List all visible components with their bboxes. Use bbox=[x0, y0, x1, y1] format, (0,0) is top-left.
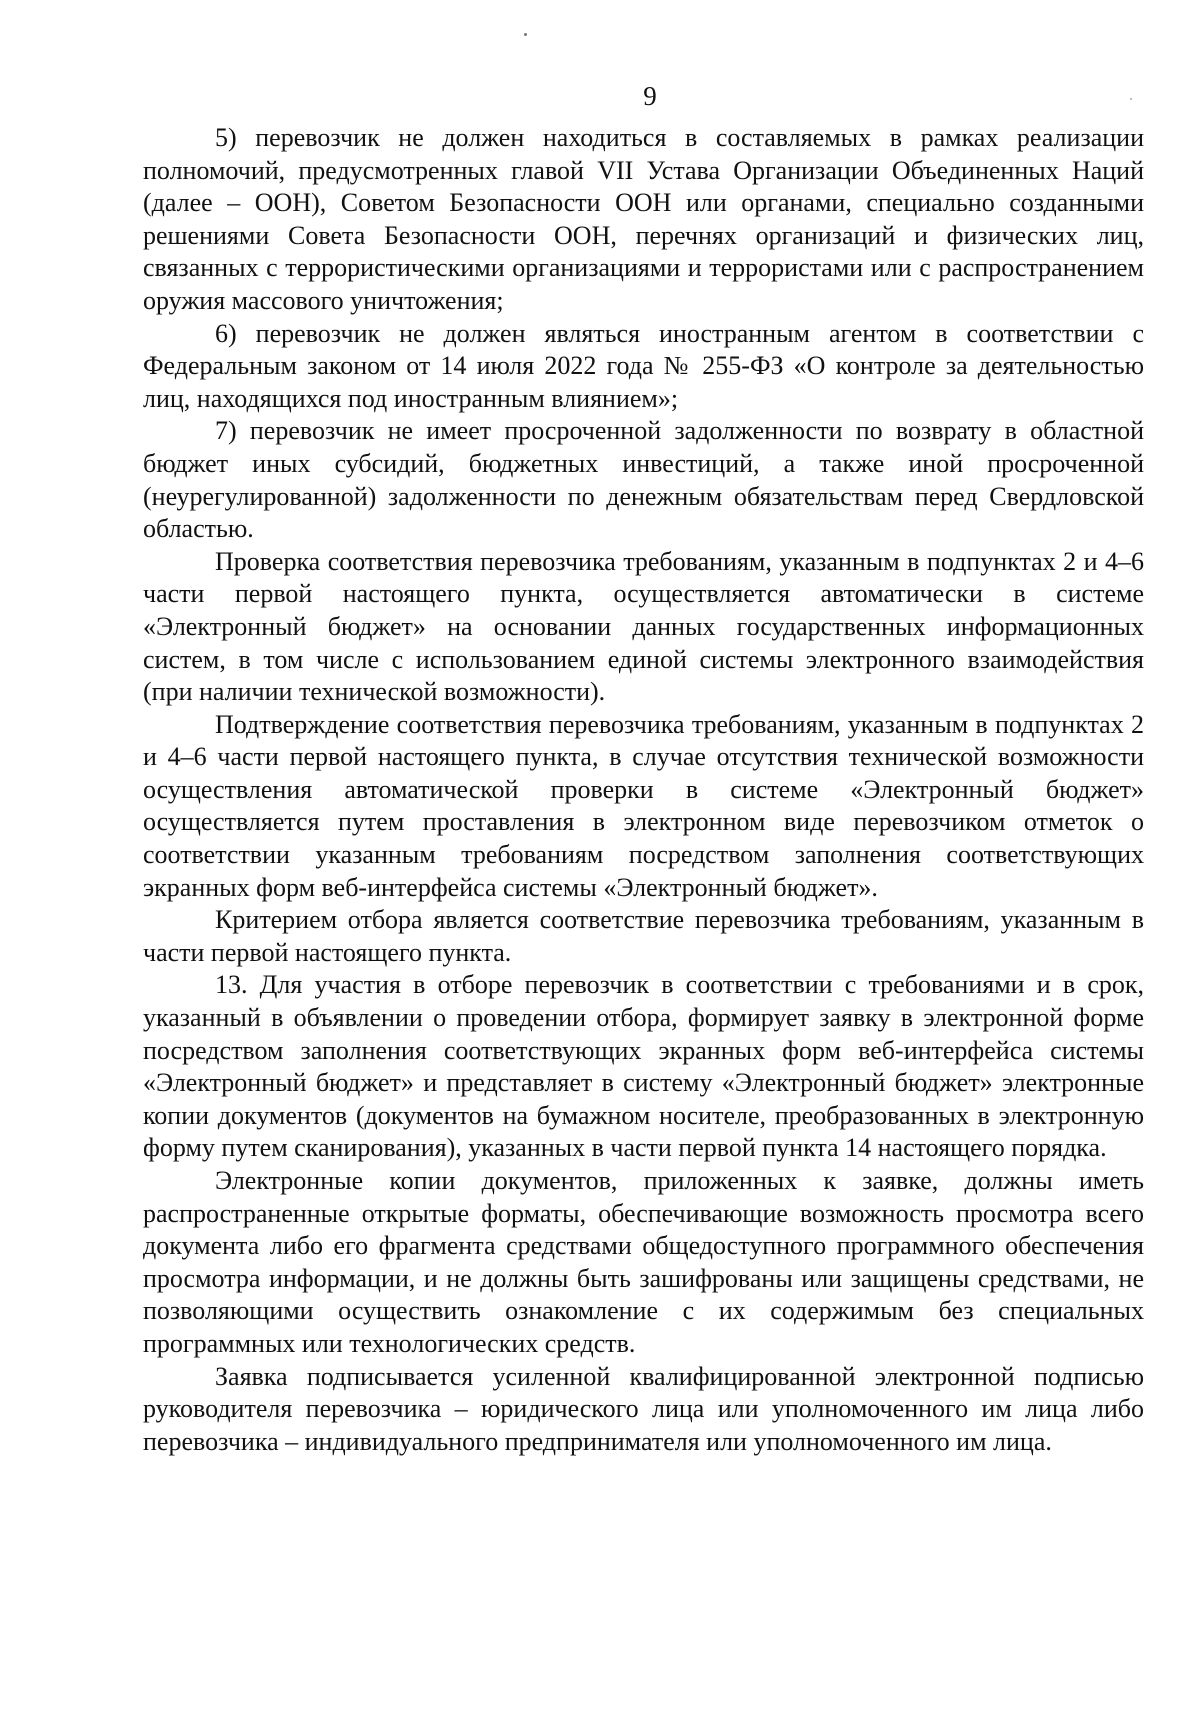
paragraph-electronic-copies: Электронные копии документов, приложенных к заявке, должны иметь распространенные открытые форматы, обеспечивающие возможность просмотра всего документа либо его фрагмента средствами общедоступного программного обеспечения просмотра информации, и не должны быть зашифрованы или защищены средствами, не позволяющими осуществить ознакомление с их содержимым без специальных программных или технологических средств. bbox=[143, 1166, 1144, 1358]
paragraph-selection-criterion: Критерием отбора является соответствие перевозчика требованиям, указанным в части первой настоящего пункта. bbox=[143, 905, 1144, 967]
paragraph-subpoint-5: 5) перевозчик не должен находиться в составляемых в рамках реализации полномочий, предусмотренных главой VII Устава Организации Объединенных Наций (далее – ООН), Советом Безопасности ООН или органами, специально созданными решениями Совета Безопасности ООН, перечнях организаций и физических лиц, связанных с террористическими организациями и террористами или с распространением оружия массового уничтожения; bbox=[143, 123, 1144, 315]
paragraph-subpoint-6: 6) перевозчик не должен являться иностранным агентом в соответствии с Федеральным законом от 14 июля 2022 года № 255-ФЗ «О контроле за деятельностью лиц, находящихся под иностранным влиянием»; bbox=[143, 318, 1144, 413]
paragraph-confirmation: Подтверждение соответствия перевозчика требованиям, указанным в подпунктах 2 и 4–6 части первой настоящего пункта, в случае отсутствия технической возможности осуществления автоматической проверки в системе «Электронный бюджет» осуществляется путем проставления в электронном виде перевозчиком отметок о соответствии указанным требованиям посредством заполнения соответствующих экранных форм веб-интерфейса системы «Электронный бюджет». bbox=[143, 709, 1144, 902]
paragraph-application-signature: Заявка подписывается усиленной квалифицированной электронной подписью руководителя перевозчика – юридического лица или уполномоченного им лица либо перевозчика – индивидуального предпринимателя или уполномоченного им лица. bbox=[143, 1361, 1144, 1456]
paragraph-subpoint-7: 7) перевозчик не имеет просроченной задолженности по возврату в областной бюджет иных субсидий, бюджетных инвестиций, а также иной просроченной (неурегулированной) задолженности по денежным обязательствам перед Свердловской областью. bbox=[143, 416, 1144, 544]
paragraph-point-13: 13. Для участия в отборе перевозчик в соответствии с требованиями и в срок, указанный в объявлении о проведении отбора, формирует заявку в электронной форме посредством заполнения соответствующих экранных форм веб-интерфейса системы «Электронный бюджет» и представляет в систему «Электронный бюджет» электронные копии документов (документов на бумажном носителе, преобразованных в электронную форму путем сканирования), указанных в части первой пункта 14 настоящего порядка. bbox=[143, 970, 1144, 1163]
document-body bbox=[143, 122, 1144, 1458]
scan-speck bbox=[524, 33, 527, 36]
paragraph-automatic-check: Проверка соответствия перевозчика требованиям, указанным в подпунктах 2 и 4–6 части первой настоящего пункта, осуществляется автоматически в системе «Электронный бюджет» на основании данных государственных информационных систем, в том числе с использованием единой системы электронного взаимодействия (при наличии технической возможности). bbox=[143, 546, 1144, 707]
page-number: 9 bbox=[643, 81, 657, 111]
